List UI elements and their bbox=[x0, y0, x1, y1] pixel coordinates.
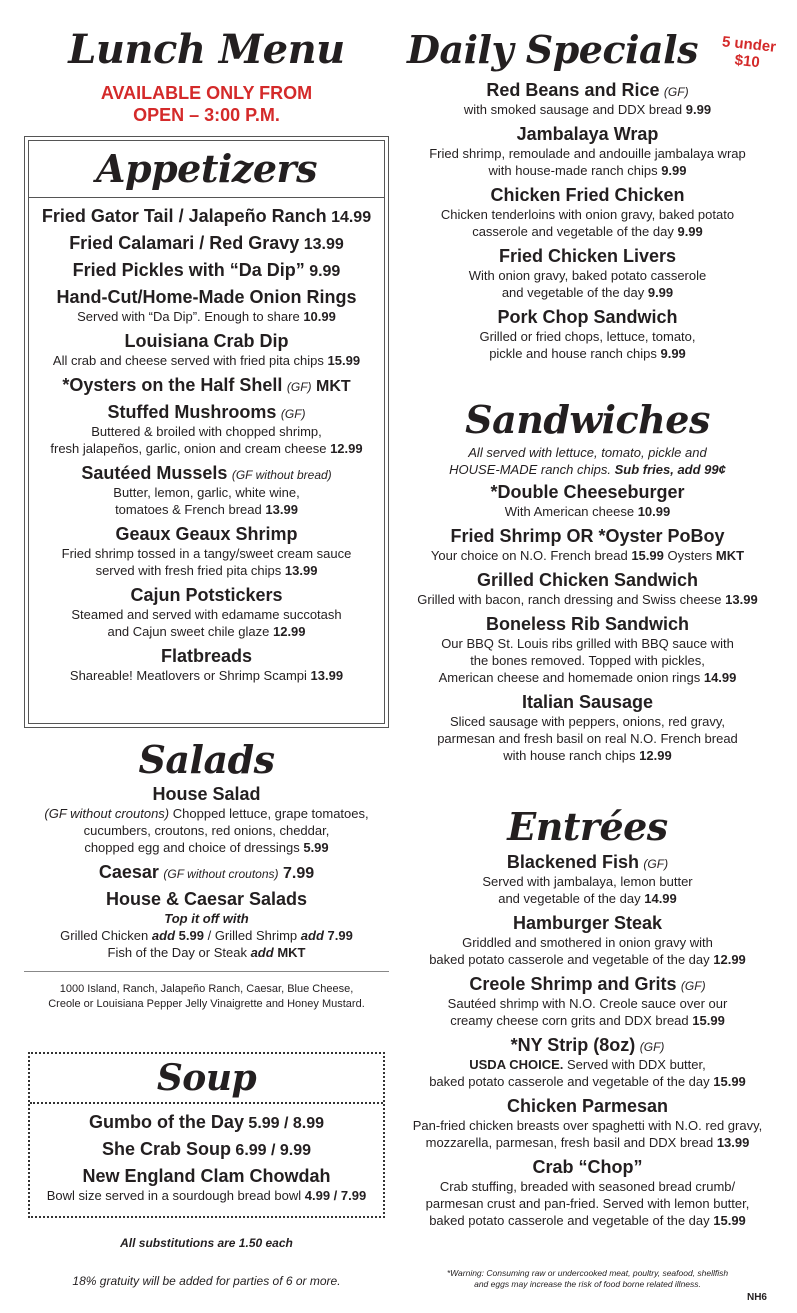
salads-section bbox=[24, 736, 389, 1012]
menu-item: Flatbreads Shareable! Meatlovers or Shrimp Scampi 13.99 bbox=[69, 646, 344, 683]
menu-item: Fried Shrimp OR *Oyster PoBoy Your choice on N.O. French bread 15.99 Oysters MKT bbox=[430, 526, 745, 563]
menu-item: Caesar (GF without croutons) 7.99 bbox=[98, 862, 315, 882]
menu-item: Jambalaya Wrap Fried shrimp, remoulade and andouille jambalaya wrap with house-made ranch chips 9.99 bbox=[429, 124, 746, 178]
lunch-title: Lunch Menu bbox=[68, 26, 345, 73]
menu-code: NH6 bbox=[746, 1292, 767, 1303]
menu-item: Chicken Parmesan Pan-fried chicken breasts over spaghetti with N.O. red gravy, mozzarella, parmesan, fresh basil and DDX bread 13.99 bbox=[412, 1096, 763, 1150]
menu-item: Hand-Cut/Home-Made Onion Rings Served with “Da Dip”. Enough to share 10.99 bbox=[56, 287, 357, 324]
menu-item: Italian Sausage Sliced sausage with peppers, onions, red gravy, parmesan and fresh basil on real N.O. French bread with house ranch chips 12.99 bbox=[437, 692, 738, 763]
menu-item: Louisiana Crab Dip All crab and cheese served with fried pita chips 15.99 bbox=[52, 331, 361, 368]
specials-header bbox=[400, 28, 775, 72]
menu-item: Red Beans and Rice (GF) with smoked sausage and DDX bread 9.99 bbox=[463, 80, 712, 117]
menu-item: *NY Strip (8oz) (GF) USDA CHOICE. Served with DDX butter, baked potato casserole and vegetable of the day 15.99 bbox=[429, 1035, 746, 1089]
menu-item: Sautéed Mussels (GF without bread) Butter, lemon, garlic, white wine, tomatoes & French bread 13.99 bbox=[81, 463, 332, 517]
menu-item: Geaux Geaux Shrimp Fried shrimp tossed in a tangy/sweet cream sauce served with fresh fried pita chips 13.99 bbox=[61, 524, 352, 578]
menu-item: Stuffed Mushrooms (GF) Buttered & broiled with chopped shrimp, fresh jalapeños, garlic, onion and cream cheese 12.99 bbox=[50, 402, 363, 456]
salads-title: Salads bbox=[138, 737, 275, 782]
appetizers-box bbox=[28, 140, 385, 724]
menu-item: Crab “Chop” Crab stuffing, breaded with seasoned bread crumb/ parmesan crust and pan-fried. Served with lemon butter, baked potato casserole and vegetable of the day 15.99 bbox=[425, 1157, 750, 1228]
entrees-section bbox=[400, 802, 775, 1235]
menu-item: House Salad (GF without croutons) Chopped lettuce, grape tomatoes, cucumbers, croutons, red onions, cheddar, chopped egg and choice of dressings 5.99 bbox=[44, 784, 369, 855]
appetizers-title: Appetizers bbox=[96, 146, 317, 191]
menu-item: Blackened Fish (GF) Served with jambalaya, lemon butter and vegetable of the day 14.99 bbox=[482, 852, 693, 906]
sandwiches-section: Sandwiches All served with lettuce, tomato, pickle and HOUSE-MADE ranch chips. Sub fries, add 99¢ *Double Cheeseburger With American cheese 10.99 Fried Shrimp OR *Oyster PoBoy Your choice on N.O. French bread 15.99 Oysters MKT Grilled Chicken Sandwich Grilled with bacon, ranch dressing and Swiss cheese 13.99 Boneless Rib Sandwich Our BBQ St. Louis ribs grilled with BBQ sauce with the bones removed. Topped with pickles, American cheese and homemade onion rings 14.99 Italian Sausage Sliced sausage with peppers, onions, red gravy, parmesan and fresh basil on real N.O. French bread with house ranch chips 12.99 bbox=[400, 396, 775, 770]
availability-line-1: AVAILABLE ONLY FROM bbox=[100, 83, 313, 103]
menu-item: House & Caesar Salads Top it off with Grilled Chicken add 5.99 / Grilled Shrimp add 7.99 Fish of the Day or Steak add MKT bbox=[60, 889, 353, 960]
entrees-title: Entrées bbox=[507, 804, 668, 849]
specials-list bbox=[400, 80, 775, 368]
appetizers-title-bar bbox=[29, 141, 384, 198]
menu-item: She Crab Soup 6.99 / 9.99 bbox=[101, 1139, 312, 1159]
menu-item: Fried Calamari / Red Gravy 13.99 bbox=[69, 233, 344, 253]
menu-item: Fried Gator Tail / Jalapeño Ranch 14.99 bbox=[41, 206, 372, 226]
menu-item: New England Clam Chowdah Bowl size served in a sourdough bread bowl 4.99 / 7.99 bbox=[46, 1166, 367, 1203]
substitutions-note: All substitutions are 1.50 each bbox=[120, 1236, 293, 1250]
appetizers-list bbox=[29, 198, 384, 684]
availability-line-2: OPEN – 3:00 P.M. bbox=[133, 105, 280, 125]
soup-box bbox=[28, 1052, 385, 1218]
lunch-header bbox=[24, 28, 389, 126]
menu-item: *Oysters on the Half Shell (GF) MKT bbox=[62, 375, 351, 395]
menu-item: *Double Cheeseburger With American cheese 10.99 bbox=[490, 482, 685, 519]
menu-item: Creole Shrimp and Grits (GF) Sautéed shrimp with N.O. Creole sauce over our creamy cheese corn grits and DDX bread 15.99 bbox=[447, 974, 728, 1028]
menu-item: Hamburger Steak Griddled and smothered in onion gravy with baked potato casserole and vegetable of the day 12.99 bbox=[429, 913, 746, 967]
menu-item: Pork Chop Sandwich Grilled or fried chops, lettuce, tomato, pickle and house ranch chips 9.99 bbox=[479, 307, 696, 361]
sandwiches-title: Sandwiches bbox=[465, 397, 710, 442]
menu-item: Cajun Potstickers Steamed and served with edamame succotash and Cajun sweet chile glaze 12.99 bbox=[71, 585, 342, 639]
warning-note: *Warning: Consuming raw or undercooked meat, poultry, seafood, shellfish and eggs may increase the risk of food borne related illness. bbox=[446, 1268, 729, 1289]
gratuity-note: 18% gratuity will be added for parties of 6 or more. bbox=[72, 1274, 341, 1288]
menu-item: Gumbo of the Day 5.99 / 8.99 bbox=[88, 1112, 325, 1132]
menu-item: Grilled Chicken Sandwich Grilled with bacon, ranch dressing and Swiss cheese 13.99 bbox=[417, 570, 758, 607]
specials-title: Daily Specials bbox=[407, 27, 698, 72]
dressings-note: 1000 Island, Ranch, Jalapeño Ranch, Caesar, Blue Cheese, Creole or Louisiana Pepper Jelly Vinaigrette and Honey Mustard. bbox=[24, 971, 389, 1012]
menu-item: Chicken Fried Chicken Chicken tenderloins with onion gravy, baked potato casserole and vegetable of the day 9.99 bbox=[440, 185, 735, 239]
menu-item: Fried Pickles with “Da Dip” 9.99 bbox=[72, 260, 341, 280]
menu-item: Boneless Rib Sandwich Our BBQ St. Louis ribs grilled with BBQ sauce with the bones removed. Topped with pickles, American cheese and homemade onion rings 14.99 bbox=[438, 614, 737, 685]
five-under-ten-badge: 5 under $10 bbox=[720, 33, 777, 72]
menu-item: Fried Chicken Livers With onion gravy, baked potato casserole and vegetable of the day 9.99 bbox=[468, 246, 707, 300]
soup-title: Soup bbox=[30, 1054, 383, 1104]
